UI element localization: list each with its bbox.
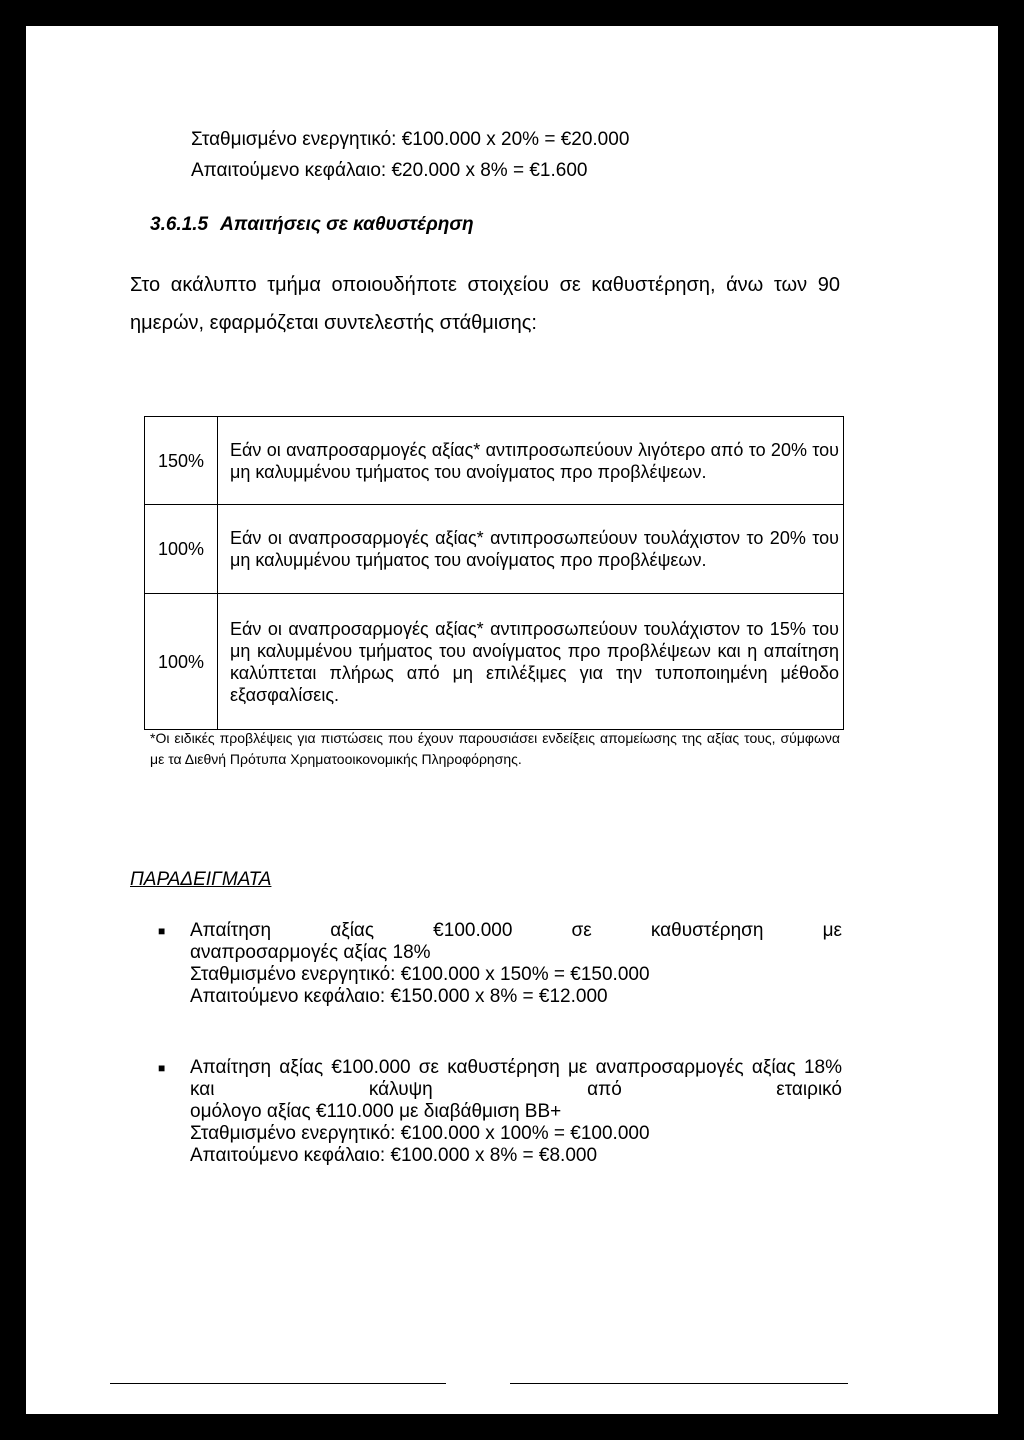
examples-title: ΠΑΡΑΔΕΙΓΜΑΤΑ — [130, 869, 272, 890]
list-item — [158, 1057, 842, 1167]
table-row — [145, 594, 844, 730]
risk-weight-cell: 100% — [145, 594, 218, 730]
divider — [110, 1383, 446, 1384]
example-line: Απαιτούμενο κεφάλαιο: €150.000 x 8% = €12.000 — [190, 986, 608, 1007]
section-heading — [150, 214, 474, 236]
condition-cell: Εάν οι αναπροσαρμογές αξίας* αντιπροσωπεύουν τουλάχιστον το 20% του μη καλυμμένου τμήματος του ανοίγματος προ προβλέψεων. — [218, 505, 844, 594]
example-line: αναπροσαρμογές αξίας 18% — [190, 942, 431, 963]
list-item — [158, 920, 842, 1008]
condition-cell: Εάν οι αναπροσαρμογές αξίας* αντιπροσωπεύουν λιγότερο από το 20% του μη καλυμμένου τμήματος του ανοίγματος προ προβλέψεων. — [218, 417, 844, 505]
risk-weight-table — [144, 416, 844, 730]
condition-cell: Εάν οι αναπροσαρμογές αξίας* αντιπροσωπεύουν τουλάχιστον το 15% του μη καλυμμένου τμήματος του ανοίγματος προ προβλέψεων και η απαίτηση καλύπτεται πλήρως από μη επιλέξιμες για την τυποποιημένη μέθοδο εξασφαλίσεις. — [218, 594, 844, 730]
document-page — [26, 26, 998, 1414]
required-capital-line: Απαιτούμενο κεφάλαιο: €20.000 x 8% = €1.600 — [191, 160, 588, 181]
bullet-icon: ■ — [158, 924, 166, 938]
divider — [510, 1383, 848, 1384]
table-row — [145, 505, 844, 594]
example-line: ομόλογο αξίας €110.000 με διαβάθμιση BB+ — [190, 1101, 562, 1122]
intro-paragraph: Στο ακάλυπτο τμήμα οποιουδήποτε στοιχείου σε καθυστέρηση, άνω των 90 ημερών, εφαρμόζεται συντελεστής στάθμισης: — [130, 274, 840, 334]
section-title: Απαιτήσεις σε καθυστέρηση — [220, 214, 474, 235]
example-line: Σταθμισμένο ενεργητικό: €100.000 x 150% = €150.000 — [190, 964, 650, 985]
example-line: Απαίτηση αξίας €100.000 σε καθυστέρηση με — [190, 920, 842, 941]
risk-weight-cell: 150% — [145, 417, 218, 505]
example-line: Απαίτηση αξίας €100.000 σε καθυστέρηση με αναπροσαρμογές αξίας 18% και κάλυψη από εταιρικό — [190, 1057, 842, 1100]
example-line: Απαιτούμενο κεφάλαιο: €100.000 x 8% = €8.000 — [190, 1145, 598, 1166]
footnote: *Οι ειδικές προβλέψεις για πιστώσεις που έχουν παρουσιάσει ενδείξεις απομείωσης της αξίας τους, σύμφωνα με τα Διεθνή Πρότυπα Χρηματοοικονομικής Πληροφόρησης. — [150, 730, 840, 767]
weighted-assets-line: Σταθμισμένο ενεργητικό: €100.000 x 20% = €20.000 — [191, 129, 630, 150]
table-row — [145, 417, 844, 505]
risk-weight-cell: 100% — [145, 505, 218, 594]
section-number: 3.6.1.5 — [150, 214, 209, 235]
bullet-icon: ■ — [158, 1061, 166, 1075]
example-line: Σταθμισμένο ενεργητικό: €100.000 x 100% = €100.000 — [190, 1123, 650, 1144]
